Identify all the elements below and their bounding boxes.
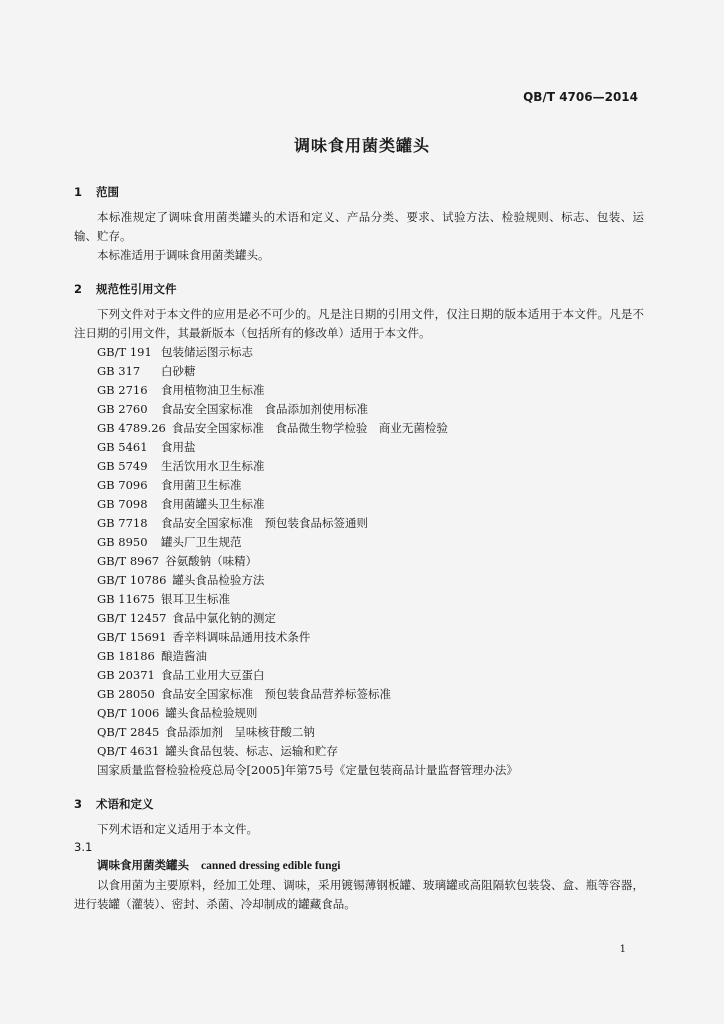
reference-item xyxy=(74,628,644,647)
document-body xyxy=(74,184,644,914)
reference-code: GB 28050 xyxy=(97,687,155,701)
reference-code: QB/T 4631 xyxy=(97,744,160,758)
reference-title: 酿造酱油 xyxy=(161,649,207,663)
reference-code: GB 4789.26 xyxy=(97,421,166,435)
scope-paragraph-2: 本标准适用于调味食用菌类罐头。 xyxy=(97,248,270,262)
reference-code: QB/T 1006 xyxy=(97,706,160,720)
terms-intro: 下列术语和定义适用于本文件。 xyxy=(97,822,258,836)
reference-title: 食品安全国家标准 食品微生物学检验 商业无菌检验 xyxy=(171,421,448,435)
reference-title: 食品工业用大豆蛋白 xyxy=(161,668,265,682)
section-number: 2 xyxy=(74,282,83,296)
reference-item xyxy=(74,343,644,362)
reference-title: 罐头食品包装、标志、运输和贮存 xyxy=(165,744,338,758)
reference-code: GB/T 12457 xyxy=(97,611,167,625)
reference-item xyxy=(74,476,644,495)
reference-item xyxy=(74,438,644,457)
reference-title: 罐头食品检验规则 xyxy=(165,706,258,720)
scope-paragraph-1: 本标准规定了调味食用菌类罐头的术语和定义、产品分类、要求、试验方法、检验规则、标志、包装、运输、贮存。 xyxy=(74,210,644,243)
reference-title: 食品安全国家标准 预包装食品营养标签标准 xyxy=(161,687,391,701)
reference-title: 食用菌罐头卫生标准 xyxy=(161,497,265,511)
reference-item xyxy=(74,552,644,571)
reference-title: 香辛料调味品通用技术条件 xyxy=(172,630,311,644)
reference-code: GB 317 xyxy=(97,364,141,378)
reference-code: GB 18186 xyxy=(97,649,155,663)
reference-code: GB 7718 xyxy=(97,516,148,530)
reference-code: QB/T 2845 xyxy=(97,725,160,739)
reference-title: 罐头食品检验方法 xyxy=(172,573,265,587)
reference-item xyxy=(74,609,644,628)
section-title: 术语和定义 xyxy=(96,797,154,811)
term-english: canned dressing edible fungi xyxy=(201,860,341,872)
reference-title: 食用盐 xyxy=(161,440,196,454)
reference-code: GB/T 191 xyxy=(97,345,152,359)
reference-title: 食用菌卫生标准 xyxy=(161,478,242,492)
reference-title: 食品添加剂 呈味核苷酸二钠 xyxy=(165,725,315,739)
reference-item xyxy=(74,742,644,761)
decree-reference: 国家质量监督检验检疫总局令[2005]年第75号《定量包装商品计量监督管理办法》 xyxy=(97,763,518,777)
standard-code: QB/T 4706—2014 xyxy=(523,90,638,104)
reference-code: GB 5749 xyxy=(97,459,148,473)
reference-code: GB 7096 xyxy=(97,478,148,492)
reference-item xyxy=(74,590,644,609)
section-3-heading xyxy=(74,796,644,812)
reference-item xyxy=(74,400,644,419)
section-number: 1 xyxy=(74,185,83,199)
reference-title: 食品中氯化钠的测定 xyxy=(172,611,276,625)
reference-title: 谷氨酸钠（味精） xyxy=(165,554,258,568)
reference-title: 食品安全国家标准 预包装食品标签通则 xyxy=(161,516,368,530)
term-heading xyxy=(74,856,644,876)
reference-title: 生活饮用水卫生标准 xyxy=(161,459,265,473)
reference-code: GB/T 10786 xyxy=(97,573,167,587)
reference-item xyxy=(74,495,644,514)
reference-item xyxy=(74,571,644,590)
reference-item xyxy=(74,704,644,723)
reference-item xyxy=(74,647,644,666)
reference-title: 白砂糖 xyxy=(161,364,196,378)
clause-number: 3.1 xyxy=(74,840,93,854)
reference-title: 包装储运图示标志 xyxy=(161,345,253,359)
term-chinese: 调味食用菌类罐头 xyxy=(97,858,189,872)
reference-item xyxy=(74,514,644,533)
reference-item xyxy=(74,362,644,381)
reference-title: 罐头厂卫生规范 xyxy=(161,535,242,549)
reference-item xyxy=(74,666,644,685)
reference-code: GB 8950 xyxy=(97,535,148,549)
reference-code: GB/T 15691 xyxy=(97,630,167,644)
document-title: 调味食用菌类罐头 xyxy=(293,136,430,155)
section-2-heading xyxy=(74,281,644,297)
reference-item xyxy=(74,685,644,704)
reference-item xyxy=(74,419,644,438)
references-intro: 下列文件对于本文件的应用是必不可少的。凡是注日期的引用文件，仅注日期的版本适用于本文件。凡是不注日期的引用文件，其最新版本（包括所有的修改单）适用于本文件。 xyxy=(74,307,644,340)
reference-item xyxy=(74,381,644,400)
reference-title: 食品安全国家标准 食品添加剂使用标准 xyxy=(161,402,368,416)
reference-code: GB 20371 xyxy=(97,668,155,682)
section-number: 3 xyxy=(74,797,83,811)
reference-code: GB/T 8967 xyxy=(97,554,160,568)
reference-code: GB 5461 xyxy=(97,440,148,454)
section-title: 规范性引用文件 xyxy=(96,282,177,296)
reference-code: GB 2760 xyxy=(97,402,148,416)
page-number: 1 xyxy=(619,944,626,955)
section-1-heading xyxy=(74,184,644,200)
reference-list xyxy=(74,343,644,761)
reference-item xyxy=(74,533,644,552)
reference-code: GB 2716 xyxy=(97,383,148,397)
reference-code: GB 7098 xyxy=(97,497,148,511)
reference-item xyxy=(74,457,644,476)
section-title: 范围 xyxy=(96,185,119,199)
reference-code: GB 11675 xyxy=(97,592,155,606)
reference-title: 银耳卫生标准 xyxy=(161,592,230,606)
reference-title: 食用植物油卫生标准 xyxy=(161,383,265,397)
reference-item xyxy=(74,723,644,742)
term-definition: 以食用菌为主要原料，经加工处理、调味，采用镀锡薄钢板罐、玻璃罐或高阻隔软包装袋、盒、瓶等容器，进行装罐（灌装）、密封、杀菌、冷却制成的罐藏食品。 xyxy=(74,878,644,911)
